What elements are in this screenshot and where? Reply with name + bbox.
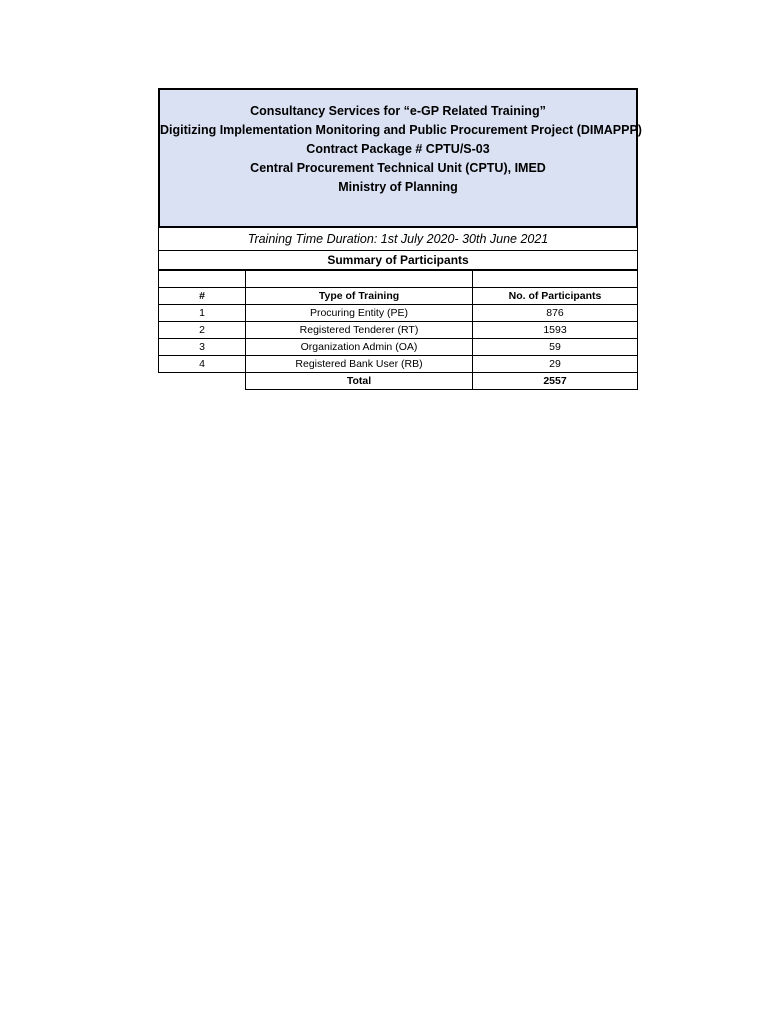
row-count: 876 — [473, 305, 638, 322]
blank-cell — [159, 271, 246, 288]
column-header-type: Type of Training — [246, 288, 473, 305]
row-count: 59 — [473, 339, 638, 356]
header-line-1: Consultancy Services for “e-GP Related Training” — [250, 104, 546, 118]
column-header-count: No. of Participants — [473, 288, 638, 305]
row-type: Registered Tenderer (RT) — [246, 322, 473, 339]
total-label: Total — [246, 373, 473, 390]
blank-cell — [473, 271, 638, 288]
row-num: 2 — [159, 322, 246, 339]
training-duration: Training Time Duration: 1st July 2020- 30th June 2021 — [158, 228, 638, 251]
total-row — [159, 373, 638, 390]
participants-table — [158, 270, 638, 390]
total-empty-cell — [159, 373, 246, 390]
header-box — [158, 88, 642, 228]
column-header-num: # — [159, 288, 246, 305]
blank-cell — [246, 271, 473, 288]
header-line-2: Digitizing Implementation Monitoring and Public Procurement Project (DIMAPPP) — [160, 123, 642, 137]
row-num: 3 — [159, 339, 246, 356]
row-count: 1593 — [473, 322, 638, 339]
blank-row — [159, 271, 638, 288]
header-line-4: Central Procurement Technical Unit (CPTU), IMED — [250, 161, 546, 175]
header-line-5: Ministry of Planning — [338, 180, 458, 194]
row-num: 1 — [159, 305, 246, 322]
column-header-row — [159, 288, 638, 305]
header-line-3: Contract Package # CPTU/S-03 — [306, 142, 490, 156]
row-count: 29 — [473, 356, 638, 373]
spreadsheet-page — [158, 88, 642, 390]
row-type: Organization Admin (OA) — [246, 339, 473, 356]
table-row — [159, 339, 638, 356]
total-value: 2557 — [473, 373, 638, 390]
row-num: 4 — [159, 356, 246, 373]
table-row — [159, 356, 638, 373]
table-row — [159, 322, 638, 339]
table-row — [159, 305, 638, 322]
summary-title: Summary of Participants — [158, 251, 638, 270]
row-type: Procuring Entity (PE) — [246, 305, 473, 322]
row-type: Registered Bank User (RB) — [246, 356, 473, 373]
